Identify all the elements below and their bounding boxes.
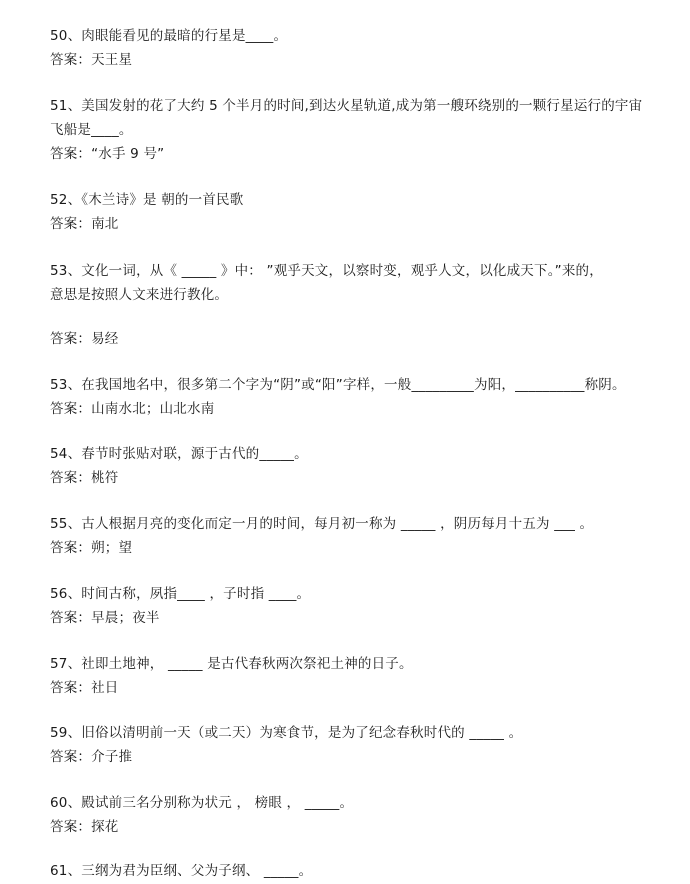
question-53a-line-2: 意思是按照人文来进行教化。 bbox=[50, 287, 229, 303]
question-53a-line-1: 53、文化一词，从《 _____ 》中： ”观乎天文，以察时变，观乎人文，以化成天下。”来的， bbox=[50, 263, 603, 279]
answer-51: 答案：“水手 9 号” bbox=[50, 146, 165, 162]
question-51-line-1: 51、美国发射的花了大约 5 个半月的时间,到达火星轨道,成为第一艘环绕别的一颗行星运行的宇宙 bbox=[50, 98, 643, 114]
question-56: 56、时间古称，夙指____ ，子时指 ____。 bbox=[50, 586, 311, 602]
answer-53a: 答案：易经 bbox=[50, 331, 119, 347]
answer-60: 答案：探花 bbox=[50, 819, 119, 835]
answer-57: 答案：社日 bbox=[50, 680, 119, 696]
answer-50: 答案：天王星 bbox=[50, 52, 133, 68]
question-61: 61、三纲为君为臣纲、父为子纲、 _____。 bbox=[50, 863, 313, 879]
question-59: 59、旧俗以清明前一天（或二天）为寒食节，是为了纪念春秋时代的 _____ 。 bbox=[50, 725, 523, 741]
question-54: 54、春节时张贴对联，源于古代的_____。 bbox=[50, 446, 308, 462]
answer-55: 答案：朔；望 bbox=[50, 540, 133, 556]
question-52: 52、《木兰诗》是 朝的一首民歌 bbox=[50, 192, 244, 208]
answer-53b: 答案：山南水北；山北水南 bbox=[50, 401, 215, 417]
answer-59: 答案：介子推 bbox=[50, 749, 133, 765]
question-51-line-2: 飞船是____。 bbox=[50, 122, 133, 138]
question-55: 55、古人根据月亮的变化而定一月的时间，每月初一称为 _____ ，阴历每月十五为 ___ 。 bbox=[50, 516, 594, 532]
question-60: 60、殿试前三名分别称为状元 ， 榜眼 ， _____。 bbox=[50, 795, 354, 811]
question-53b: 53、在我国地名中，很多第二个字为“阴”或“阳”字样，一般_________为阳，__________称阴。 bbox=[50, 377, 626, 393]
question-50: 50、肉眼能看见的最暗的行星是____。 bbox=[50, 28, 288, 44]
answer-56: 答案：早晨；夜半 bbox=[50, 610, 160, 626]
question-57: 57、社即土地神， _____ 是古代春秋两次祭祀土神的日子。 bbox=[50, 656, 413, 672]
answer-54: 答案：桃符 bbox=[50, 470, 119, 486]
answer-52: 答案：南北 bbox=[50, 216, 119, 232]
